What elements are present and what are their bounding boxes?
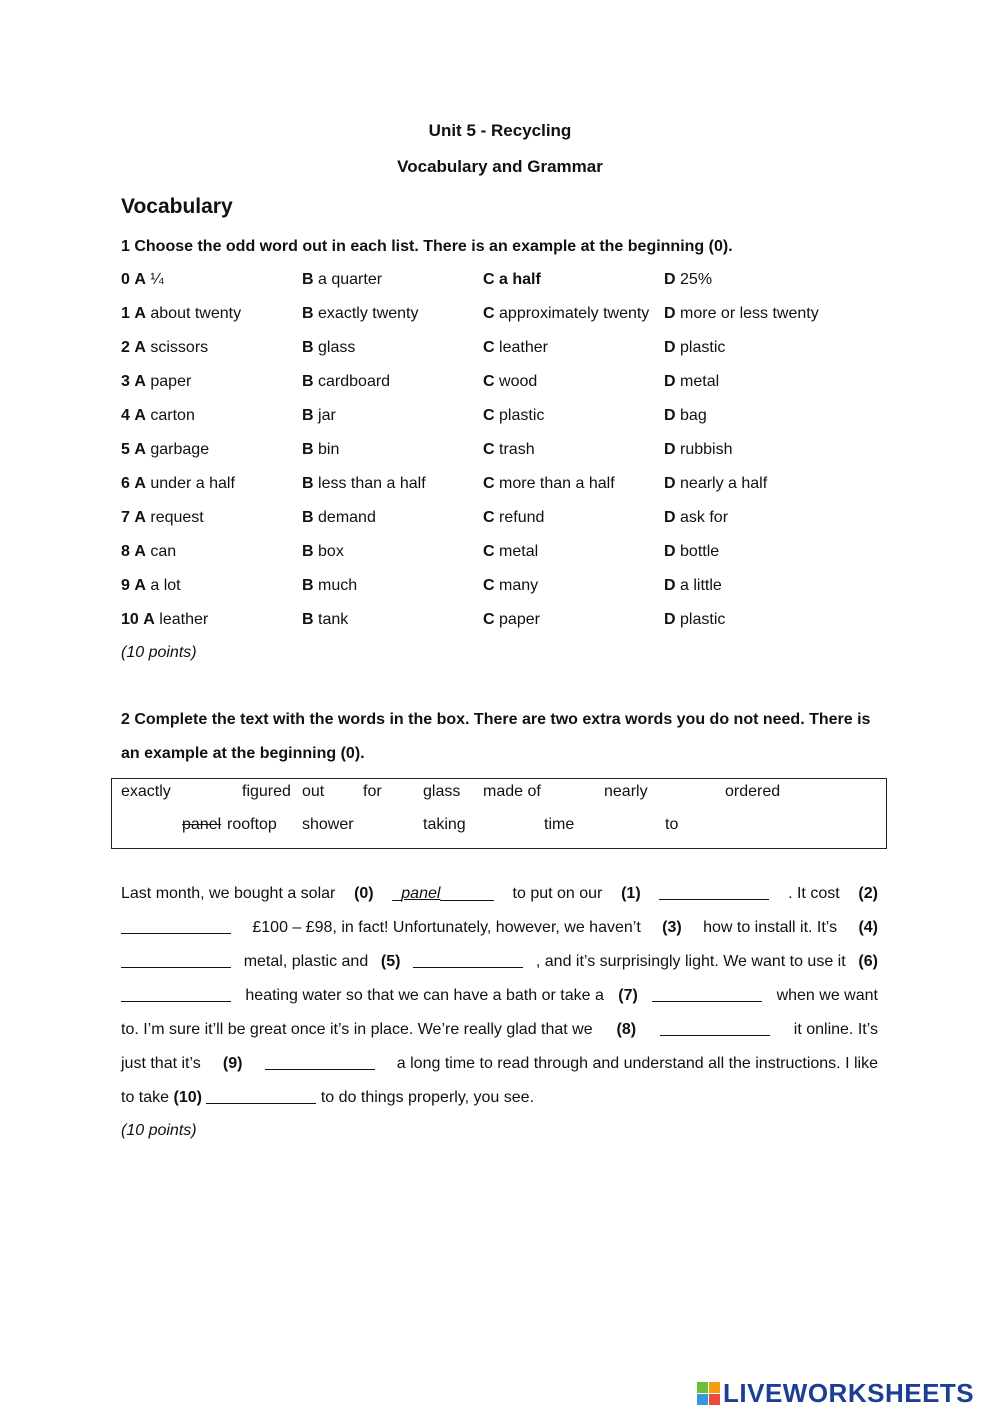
option-d[interactable] (664, 339, 725, 357)
option-letter: D (664, 577, 676, 594)
option-letter: C (483, 373, 495, 390)
word-box (111, 778, 887, 849)
marker-5: (5) (380, 953, 401, 970)
text-segment: heating water so that we can have a bath or take a (245, 987, 604, 1004)
option-letter: D (664, 441, 676, 458)
row-number: 10 (121, 611, 139, 628)
option-text: ¼ (150, 271, 164, 288)
option-letter: D (664, 373, 676, 390)
row-number: 5 (121, 441, 130, 458)
box-word-out: out (302, 783, 325, 800)
box-word-ordered: ordered (725, 783, 781, 800)
row-number: 7 (121, 509, 130, 526)
example-answer: panel (401, 885, 441, 902)
option-a[interactable] (121, 475, 235, 493)
option-b[interactable] (302, 373, 390, 391)
box-word-shower: shower (302, 816, 354, 833)
liveworksheets-logo-icon (697, 1382, 721, 1406)
option-letter: A (134, 577, 146, 594)
option-letter: A (134, 305, 146, 322)
option-text: nearly a half (680, 475, 768, 492)
option-row (121, 543, 881, 565)
option-letter: B (302, 441, 314, 458)
option-letter: D (664, 543, 676, 560)
option-c[interactable] (483, 373, 537, 391)
text-segment: a long time to read through and understand all the instructions. I like (396, 1055, 878, 1072)
marker-8: (8) (616, 1021, 637, 1038)
text-segment: to. I’m sure it’ll be great once it’s in place. We’re really glad that we (121, 1021, 593, 1038)
option-text: garbage (150, 441, 210, 458)
option-letter: B (302, 577, 314, 594)
option-text: much (318, 577, 358, 594)
logo-square-icon (697, 1382, 708, 1393)
box-word-nearly: nearly (604, 783, 648, 800)
box-word-to: to (665, 816, 679, 833)
box-word-glass: glass (423, 783, 461, 800)
option-row (121, 475, 881, 497)
option-text: demand (318, 509, 376, 526)
option-text: cardboard (318, 373, 391, 390)
option-d[interactable] (664, 271, 712, 289)
option-letter: B (302, 611, 314, 628)
option-letter: C (483, 543, 495, 560)
option-letter: B (302, 475, 314, 492)
text-segment: . It cost (788, 885, 840, 902)
text-line-3 (121, 953, 878, 971)
blank-2[interactable] (121, 919, 231, 934)
text-segment: how to install it. It’s (703, 919, 838, 936)
option-letter: D (664, 475, 676, 492)
option-a[interactable] (121, 441, 209, 459)
option-text: request (150, 509, 204, 526)
option-letter: D (664, 271, 676, 288)
option-a[interactable] (121, 543, 176, 561)
option-text: ask for (680, 509, 729, 526)
row-number: 8 (121, 543, 130, 560)
text-segment: when we want (776, 987, 878, 1004)
option-text: refund (499, 509, 545, 526)
option-b[interactable] (302, 271, 382, 289)
option-row (121, 509, 881, 531)
text-segment: it online. It’s (793, 1021, 878, 1038)
option-letter: A (143, 611, 155, 628)
text-segment: , and it’s surprisingly light. We want to use it (535, 953, 846, 970)
option-a[interactable] (121, 373, 191, 391)
option-text: under a half (150, 475, 235, 492)
option-c[interactable] (483, 407, 544, 425)
option-letter: C (483, 407, 495, 424)
text-segment: Last month, we bought a solar (121, 885, 336, 902)
option-letter: B (302, 543, 314, 560)
option-letter: D (664, 509, 676, 526)
marker-3: (3) (662, 919, 682, 936)
option-letter: A (134, 509, 146, 526)
option-letter: B (302, 407, 314, 424)
option-text: a lot (150, 577, 181, 594)
blank-1[interactable] (659, 885, 769, 900)
option-a[interactable] (121, 407, 195, 425)
option-text: a little (680, 577, 722, 594)
subtitle: Vocabulary and Grammar (397, 157, 603, 176)
option-c[interactable] (483, 441, 535, 459)
blank-5[interactable] (413, 953, 523, 968)
option-text: leather (159, 611, 209, 628)
option-b[interactable] (302, 339, 355, 357)
box-word-figured: figured (242, 783, 291, 800)
option-letter: D (664, 611, 676, 628)
option-text: trash (499, 441, 535, 458)
option-b[interactable] (302, 475, 426, 493)
option-row (121, 441, 881, 463)
text-segment: to put on our (512, 885, 603, 902)
text-segment: to take (121, 1089, 170, 1106)
blank-7[interactable] (652, 987, 762, 1002)
option-text: wood (499, 373, 538, 390)
unit-title: Unit 5 - Recycling (428, 121, 572, 140)
option-letter: D (664, 305, 676, 322)
option-letter: C (483, 441, 495, 458)
option-text: paper (150, 373, 192, 390)
marker-7: (7) (618, 987, 638, 1004)
option-text: more or less twenty (680, 305, 819, 322)
option-b[interactable] (302, 543, 344, 561)
option-text: less than a half (318, 475, 426, 492)
option-letter: C (483, 305, 495, 322)
option-text: more than a half (499, 475, 615, 492)
exercise2-points: (10 points) (121, 1122, 197, 1139)
blank-8[interactable] (660, 1021, 770, 1036)
option-a[interactable] (121, 611, 208, 629)
option-letter: B (302, 339, 314, 356)
liveworksheets-logo[interactable]: LIVEWORKSHEETS (723, 1378, 975, 1408)
marker-6: (6) (858, 953, 878, 970)
option-text: paper (499, 611, 540, 628)
text-line-7 (121, 1089, 878, 1107)
option-text: box (318, 543, 344, 560)
blank-4[interactable] (121, 953, 231, 968)
option-d[interactable] (664, 475, 767, 493)
option-letter: A (134, 475, 146, 492)
box-word-panel: panel (182, 816, 222, 833)
box-word-taking: taking (423, 816, 466, 833)
option-text: plastic (680, 339, 726, 356)
option-text: plastic (680, 611, 726, 628)
option-text: plastic (499, 407, 545, 424)
option-text: leather (499, 339, 548, 356)
option-c[interactable] (483, 271, 541, 289)
option-letter: C (483, 577, 495, 594)
option-letter: A (134, 373, 146, 390)
text-segment: just that it’s (121, 1055, 201, 1072)
option-letter: C (483, 509, 495, 526)
marker-1: (1) (621, 885, 641, 902)
option-d[interactable] (664, 305, 819, 323)
option-letter: B (302, 271, 314, 288)
box-word-for: for (363, 783, 382, 800)
answer-0: _panel______ (392, 885, 494, 902)
row-number: 9 (121, 577, 130, 594)
option-row (121, 407, 881, 429)
option-letter: B (302, 305, 314, 322)
option-d[interactable] (664, 441, 733, 459)
option-d[interactable] (664, 373, 719, 391)
option-a[interactable] (121, 339, 208, 357)
option-d[interactable] (664, 577, 722, 595)
option-a[interactable] (121, 509, 204, 527)
option-text: many (499, 577, 539, 594)
option-b[interactable] (302, 577, 357, 595)
option-letter: A (134, 407, 146, 424)
option-row (121, 339, 881, 361)
option-row (121, 611, 881, 633)
option-letter: A (134, 543, 146, 560)
option-b[interactable] (302, 441, 339, 459)
option-b[interactable] (302, 611, 348, 629)
box-word-rooftop: rooftop (227, 816, 277, 833)
option-text: bottle (680, 543, 720, 560)
option-c[interactable] (483, 475, 615, 493)
option-letter: D (664, 339, 676, 356)
option-row (121, 577, 881, 599)
marker-0: (0) (354, 885, 374, 902)
option-text: carton (150, 407, 195, 424)
option-row (121, 271, 881, 293)
option-letter: C (483, 271, 495, 288)
text-line-5 (121, 1021, 878, 1039)
option-text: metal (499, 543, 539, 560)
row-number: 2 (121, 339, 130, 356)
option-text: glass (318, 339, 356, 356)
option-c[interactable] (483, 509, 544, 527)
option-letter: D (664, 407, 676, 424)
box-word-exactly: exactly (121, 783, 171, 800)
option-text: can (150, 543, 177, 560)
exercise1-points: (10 points) (121, 644, 197, 661)
option-a[interactable] (121, 305, 241, 323)
text-line-2 (121, 919, 878, 937)
logo-square-icon (709, 1394, 720, 1405)
row-number: 3 (121, 373, 130, 390)
row-number: 1 (121, 305, 130, 322)
option-b[interactable] (302, 305, 419, 323)
option-d[interactable] (664, 509, 728, 527)
exercise1-instruction: 1 Choose the odd word out in each list. There is an example at the beginning (0). (121, 238, 733, 255)
option-text: a half (499, 271, 541, 288)
option-row (121, 305, 881, 327)
option-text: scissors (150, 339, 209, 356)
option-b[interactable] (302, 509, 376, 527)
option-a[interactable] (121, 271, 164, 289)
marker-2: (2) (858, 885, 878, 902)
option-c[interactable] (483, 339, 548, 357)
option-letter: A (134, 271, 146, 288)
exercise2-instruction-line1: 2 Complete the text with the words in the box. There are two extra words you do not need. There is (121, 711, 871, 728)
option-text: rubbish (680, 441, 733, 458)
blank-6[interactable] (121, 987, 231, 1002)
option-letter: B (302, 373, 314, 390)
option-d[interactable] (664, 611, 725, 629)
option-c[interactable] (483, 611, 540, 629)
option-text: about twenty (150, 305, 242, 322)
option-text: a quarter (318, 271, 383, 288)
option-letter: C (483, 475, 495, 492)
option-text: bag (680, 407, 707, 424)
text-line-4 (121, 987, 878, 1005)
row-number: 4 (121, 407, 130, 424)
option-text: approximately twenty (499, 305, 650, 322)
option-text: tank (318, 611, 349, 628)
option-b[interactable] (302, 407, 336, 425)
option-text: bin (318, 441, 340, 458)
option-row (121, 373, 881, 395)
marker-4: (4) (858, 919, 878, 936)
marker-9: (9) (222, 1055, 243, 1072)
text-segment: £100 – £98, in fact! Unfortunately, however, we haven’t (252, 919, 641, 936)
logo-square-icon (709, 1382, 720, 1393)
blank-10[interactable] (206, 1089, 316, 1104)
box-word-time: time (544, 816, 575, 833)
option-a[interactable] (121, 577, 181, 595)
blank-9[interactable] (265, 1055, 375, 1070)
text-line-6 (121, 1055, 878, 1073)
marker-10: (10) (173, 1089, 202, 1106)
option-letter: C (483, 611, 495, 628)
option-text: metal (680, 373, 720, 390)
option-text: exactly twenty (318, 305, 419, 322)
option-c[interactable] (483, 305, 649, 323)
option-text: jar (318, 407, 336, 424)
option-d[interactable] (664, 543, 719, 561)
option-letter: A (134, 339, 146, 356)
logo-square-icon (697, 1394, 708, 1405)
box-word-made-of: made of (483, 783, 541, 800)
option-letter: A (134, 441, 146, 458)
option-text: 25% (680, 271, 713, 288)
text-segment: to do things properly, you see. (320, 1089, 535, 1106)
option-c[interactable] (483, 543, 538, 561)
text-segment: metal, plastic and (243, 953, 369, 970)
exercise2-instruction-line2: an example at the beginning (0). (121, 745, 365, 762)
section-heading: Vocabulary (121, 195, 233, 218)
option-letter: C (483, 339, 495, 356)
row-number: 0 (121, 271, 130, 288)
option-letter: B (302, 509, 314, 526)
text-line-1 (121, 885, 878, 903)
option-c[interactable] (483, 577, 538, 595)
option-d[interactable] (664, 407, 707, 425)
row-number: 6 (121, 475, 130, 492)
